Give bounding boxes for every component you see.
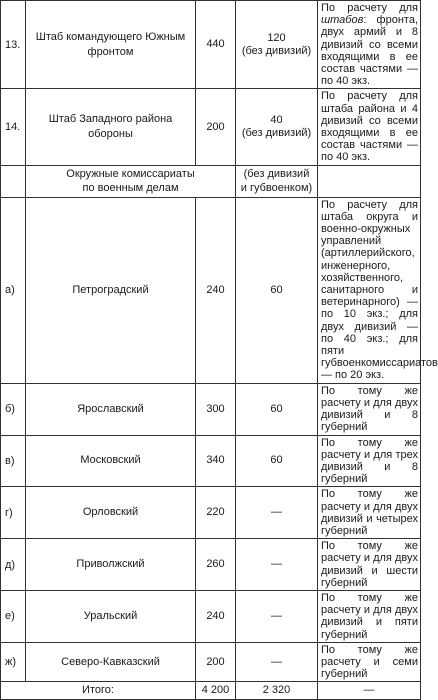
division-copies [236,1,318,89]
total-copies: 200 [196,89,236,165]
distribution-note: По тому же расчету и для двух дивизий и четырех губерний [318,487,421,539]
total-copies: 240 [196,590,236,642]
row-number: д) [1,539,26,591]
total-note: — [318,682,421,700]
total-copies: 440 [196,1,236,89]
distribution-note: По тому же расчету и для двух дивизий и пяти губерний [318,590,421,642]
total-copies: 300 [196,383,236,435]
note-text-end: : фронта, двух армий и 8 дивизий со всеми входящими в ее состав частями — по 40 экз. [321,14,418,88]
table-row [1,383,421,435]
row-number: г) [1,487,26,539]
total-copies: 200 [196,642,236,682]
table-row [1,1,421,89]
district-name: Уральский [26,590,196,642]
grand-total-copies: 4 200 [196,682,236,700]
district-name: Московский [26,435,196,487]
division-copies-text: 120 (без дивизий) [241,31,312,57]
total-copies: 220 [196,487,236,539]
table-row [1,435,421,487]
division-copies: — [236,642,318,682]
district-name: Петроградский [26,197,196,383]
unit-name: Штаб командующего Южным фронтом [26,1,196,89]
division-copies: — [236,590,318,642]
row-number: ж) [1,642,26,682]
row-number: а) [1,197,26,383]
division-copies: — [236,487,318,539]
distribution-note [318,1,421,89]
table-row [1,487,421,539]
distribution-note: По тому же расчету и для двух дивизий и шести губерний [318,539,421,591]
section-title [26,165,236,197]
division-copies-text: 40 (без дивизий) [241,114,312,140]
division-copies [236,89,318,165]
distribution-note: По расчету для штаба района и 4 дивизий со всеми входящими в ее состав частями — по 40 экз. [318,89,421,165]
row-number: в) [1,435,26,487]
district-name: Приволжский [26,539,196,591]
division-copies: 60 [236,435,318,487]
table-row [1,89,421,165]
table-row [1,590,421,642]
division-copies: 60 [236,383,318,435]
grand-total-division-copies: 2 320 [236,682,318,700]
row-number: 14. [1,89,26,165]
distribution-note: По тому же расчету и для двух дивизий и 8 губерний [318,383,421,435]
division-copies: 60 [236,197,318,383]
note-text-start: По расчету для [321,2,418,14]
total-copies: 260 [196,539,236,591]
district-name: Ярославский [26,383,196,435]
empty-cell [1,165,26,197]
row-number: е) [1,590,26,642]
distribution-note: По тому же расчету и семи губерний [318,642,421,682]
section-title-text: Окружные комиссариаты по военным делам [66,168,195,195]
division-copies: — [236,539,318,591]
table-row [1,539,421,591]
distribution-note: По тому же расчету и для трех дивизий и 8 губерний [318,435,421,487]
total-row [1,682,421,700]
row-number: б) [1,383,26,435]
total-copies: 240 [196,197,236,383]
district-name: Северо-Кавказский [26,642,196,682]
section-division-note-text: (без дивизий и губвоенком) [240,168,313,195]
total-label: Итого: [1,682,196,700]
row-number: 13. [1,1,26,89]
table-row [1,642,421,682]
section-division-note [236,165,318,197]
section-header-row [1,165,421,197]
total-copies: 340 [196,435,236,487]
empty-cell [318,165,421,197]
table-row [1,197,421,383]
distribution-note: По расчету для штаба округа и военно-окружных управлений (артиллерийского, инженерного, хозяйственного, санитарного и ветеринарного) — по 10 экз.; для двух дивизий — по 40 экз.; для пяти губвоенкомиссариатов — по 20 экз. [318,197,421,383]
unit-name: Штаб Западного района обороны [26,89,196,165]
note-text-italic: штабов [321,14,364,27]
district-name: Орловский [26,487,196,539]
